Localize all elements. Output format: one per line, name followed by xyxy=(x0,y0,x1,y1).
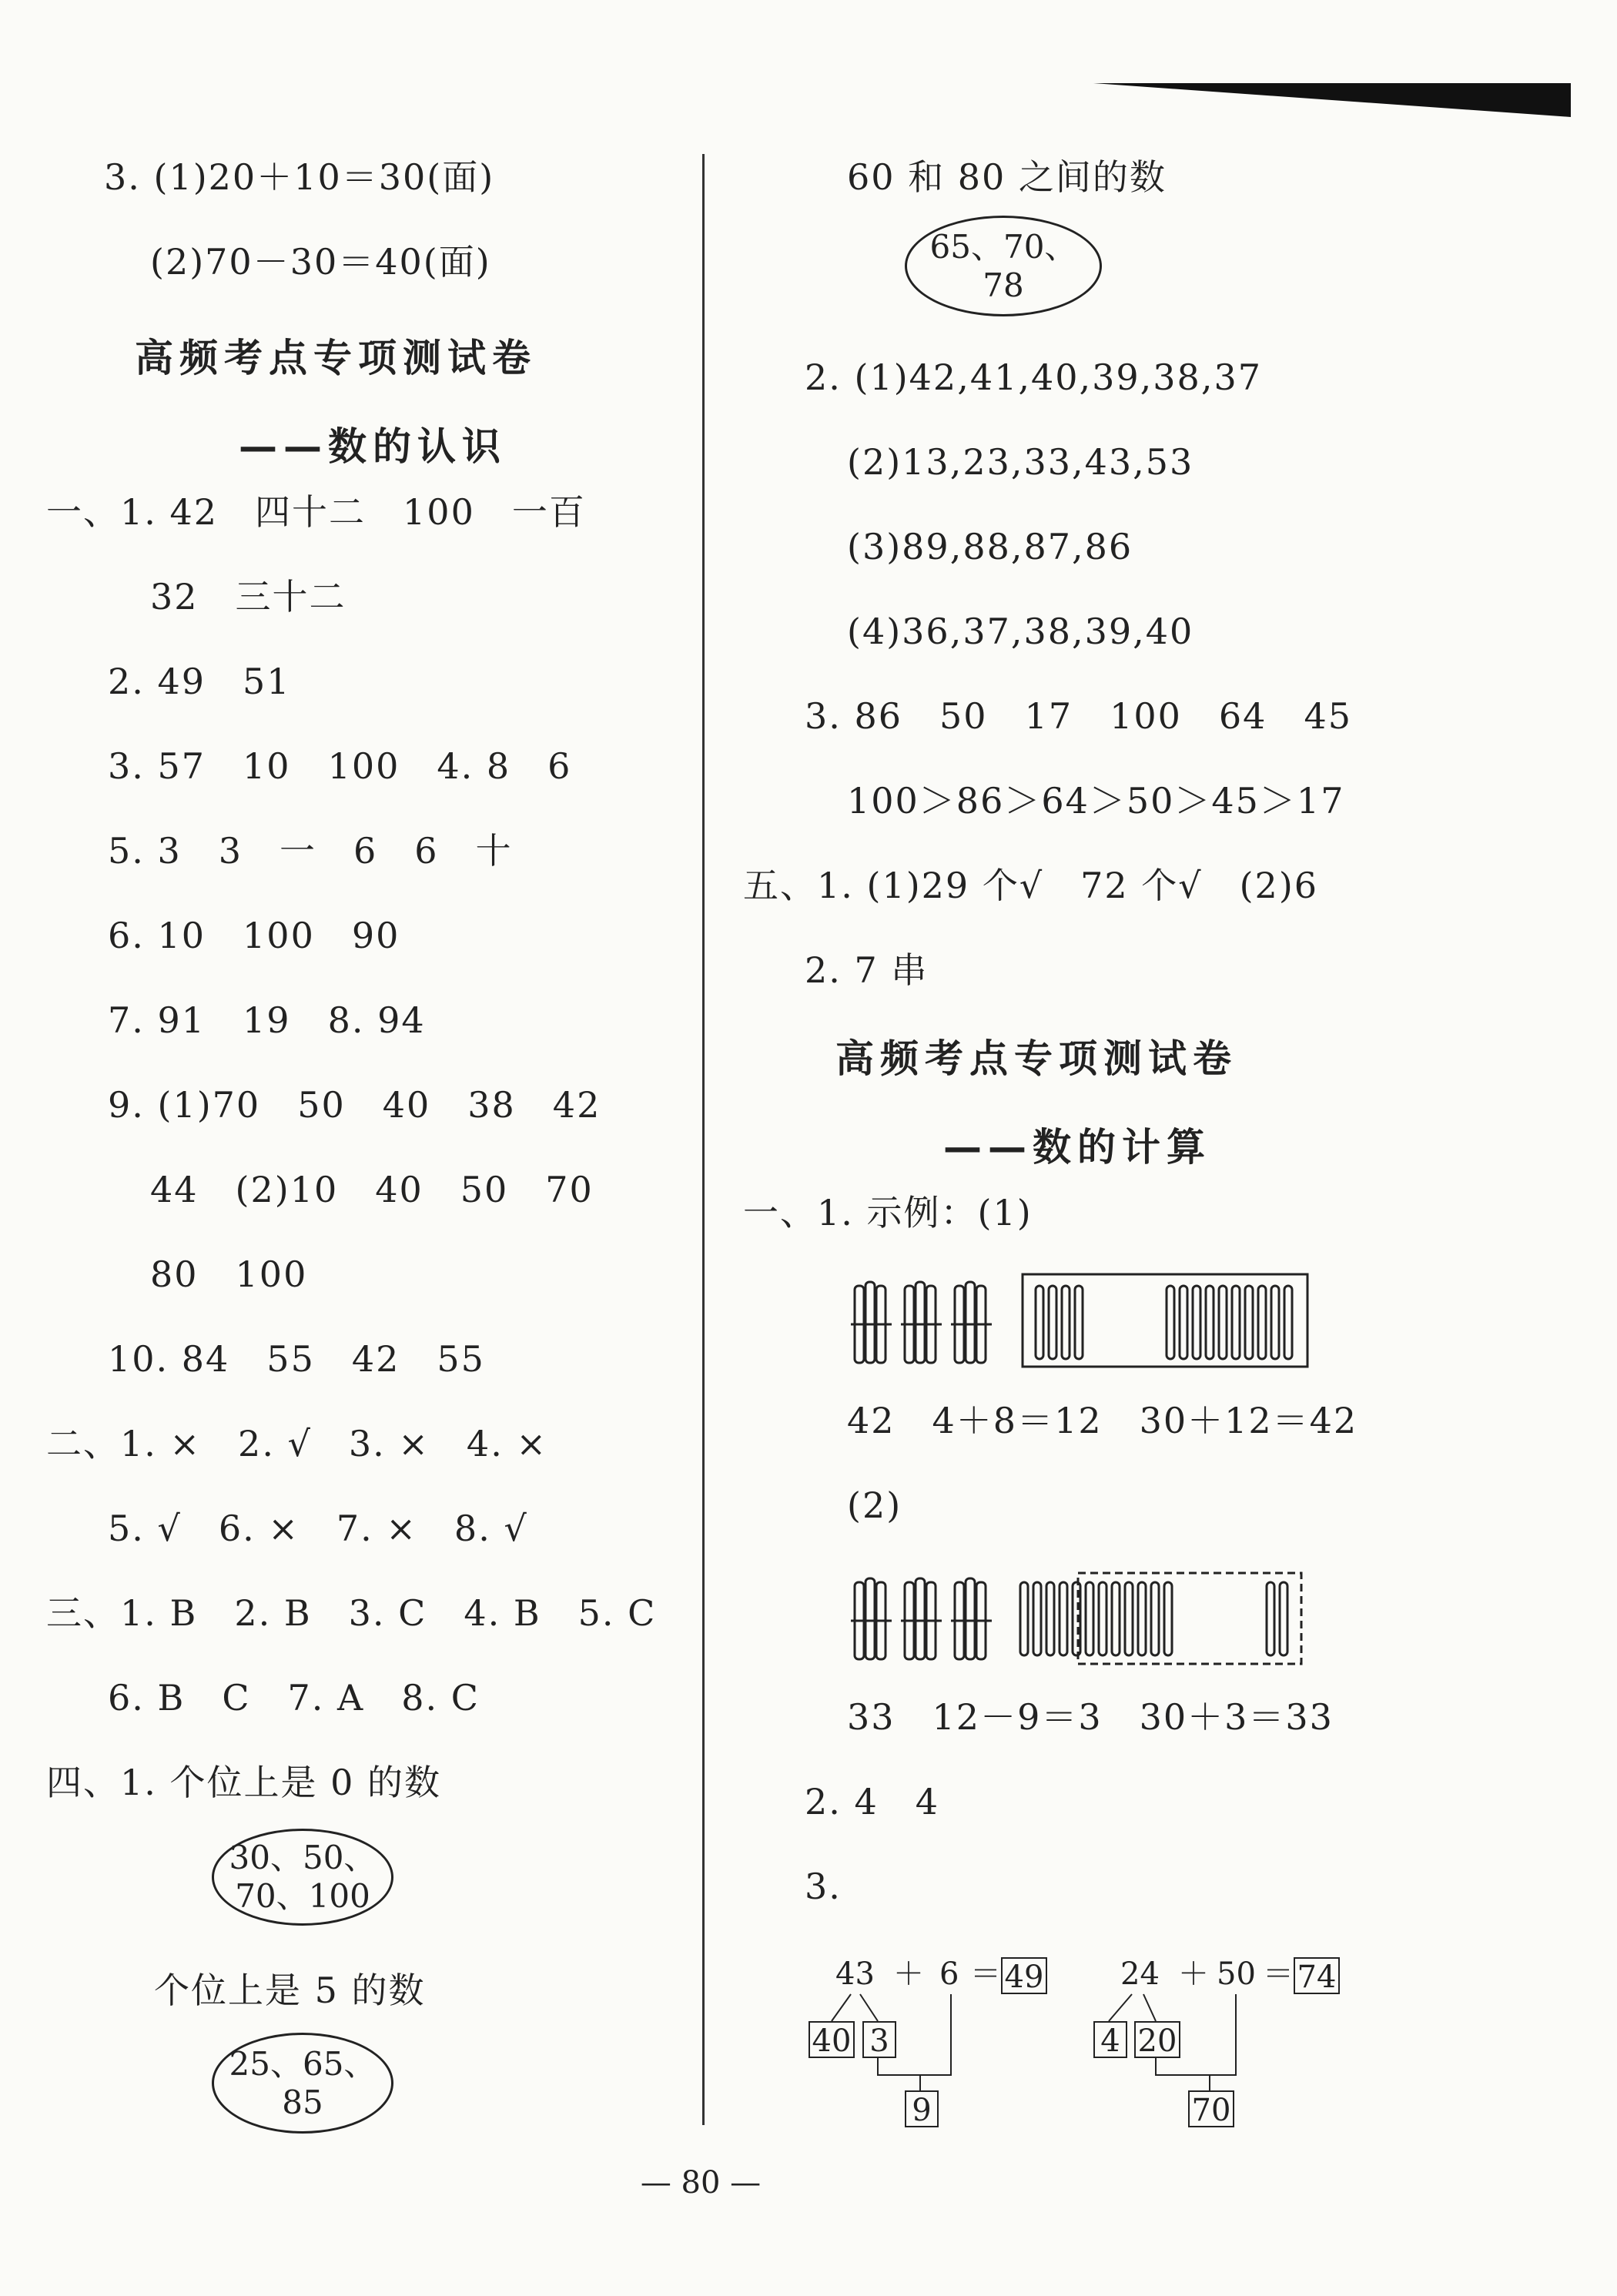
corner-decoration xyxy=(1093,77,1571,119)
section-subtitle: ——数的认识 xyxy=(239,424,507,469)
answer-line: 7. 91 19 8. 94 xyxy=(108,999,426,1041)
answer-line: 3. 57 10 100 4. 8 6 xyxy=(108,745,572,787)
answer-line: 一、1. 示例：(1) xyxy=(743,1192,1033,1233)
decomposition-diagram xyxy=(805,1956,1066,2140)
answer-line: 5. √ 6. × 7. × 8. √ xyxy=(108,1508,528,1549)
answer-line: 42 4＋8＝12 30＋12＝42 xyxy=(847,1400,1358,1441)
addend-a: 24 xyxy=(1120,1956,1160,1992)
answer-line: (2)13,23,33,43,53 xyxy=(847,441,1194,483)
answer-line: 5. 3 3 一 6 6 十 xyxy=(108,830,513,872)
answer-line: 五、1. (1)29 个√ 72 个√ (2)6 xyxy=(743,865,1319,906)
answer-oval: 30、50、 70、100 xyxy=(212,1829,393,1926)
answer-line: 2. 4 4 xyxy=(805,1781,940,1822)
part-box: 4 xyxy=(1093,2021,1127,2058)
sticks-bundle-illustration xyxy=(847,1567,1324,1675)
answer-line: (2)70－30＝40(面) xyxy=(150,241,491,283)
addend-a: 43 xyxy=(835,1956,875,1992)
answer-line: 一、1. 42 四十二 100 一百 xyxy=(46,491,586,533)
connector-lines xyxy=(805,1956,1066,2140)
answer-line: 6. B C 7. A 8. C xyxy=(108,1677,480,1719)
answer-line: 四、1. 个位上是 0 的数 xyxy=(46,1762,442,1803)
answer-oval: 25、65、 85 xyxy=(212,2033,393,2134)
decomposition-diagram xyxy=(1090,1956,1351,2140)
answer-oval: 65、70、 78 xyxy=(905,216,1102,316)
section-title: 高频考点专项测试卷 xyxy=(135,336,537,380)
answer-line: (3)89,88,87,86 xyxy=(847,526,1133,567)
answer-line: 三、1. B 2. B 3. C 4. B 5. C xyxy=(46,1592,657,1634)
result-box: 49 xyxy=(1001,1957,1047,1994)
answer-line: 44 (2)10 40 50 70 xyxy=(150,1169,594,1210)
answer-line: 3. xyxy=(805,1866,842,1907)
addend-b: 6 xyxy=(939,1956,959,1992)
answer-line: 个位上是 5 的数 xyxy=(154,1970,426,2011)
sticks-bundle-illustration xyxy=(847,1270,1324,1378)
answer-line: 10. 84 55 42 55 xyxy=(108,1338,485,1380)
answer-line: 100＞86＞64＞50＞45＞17 xyxy=(847,780,1345,822)
column-divider xyxy=(702,154,705,2125)
answer-line: 6. 10 100 90 xyxy=(108,915,400,956)
answer-line: 32 三十二 xyxy=(150,576,346,618)
section-subtitle: ——数的计算 xyxy=(943,1125,1211,1170)
equals-sign: ＝ xyxy=(970,1956,1001,1992)
answer-line: (4)36,37,38,39,40 xyxy=(847,611,1194,652)
footer-dash: — xyxy=(640,2165,681,2201)
result-box: 74 xyxy=(1294,1957,1340,1994)
part-box: 20 xyxy=(1134,2021,1180,2058)
part-box: 3 xyxy=(862,2021,896,2058)
page-number: 80 xyxy=(681,2165,721,2201)
connector-lines xyxy=(1090,1956,1351,2140)
addend-b: 50 xyxy=(1217,1956,1256,1992)
plus-sign: ＋ xyxy=(1178,1956,1209,1992)
sum-box: 9 xyxy=(905,2090,939,2127)
answer-line: 2. (1)42,41,40,39,38,37 xyxy=(805,356,1262,398)
equals-sign: ＝ xyxy=(1263,1956,1294,1992)
section-title: 高频考点专项测试卷 xyxy=(835,1036,1237,1081)
plus-sign: ＋ xyxy=(893,1956,924,1992)
part-box: 40 xyxy=(808,2021,855,2058)
answer-line: 9. (1)70 50 40 38 42 xyxy=(108,1084,601,1126)
answer-line: 60 和 80 之间的数 xyxy=(847,156,1167,198)
answer-line: 3. (1)20＋10＝30(面) xyxy=(104,156,495,198)
page-footer xyxy=(0,2164,1401,2202)
answer-line: 2. 7 串 xyxy=(805,949,929,991)
answer-line: 33 12－9＝3 30＋3＝33 xyxy=(847,1696,1334,1738)
answer-line: 二、1. × 2. √ 3. × 4. × xyxy=(46,1423,547,1464)
answer-line: (2) xyxy=(847,1484,902,1526)
answer-line: 80 100 xyxy=(150,1253,308,1295)
sum-box: 70 xyxy=(1188,2090,1234,2127)
answer-line: 3. 86 50 17 100 64 45 xyxy=(805,695,1352,737)
answer-line: 2. 49 51 xyxy=(108,661,291,702)
footer-dash: — xyxy=(720,2165,762,2201)
